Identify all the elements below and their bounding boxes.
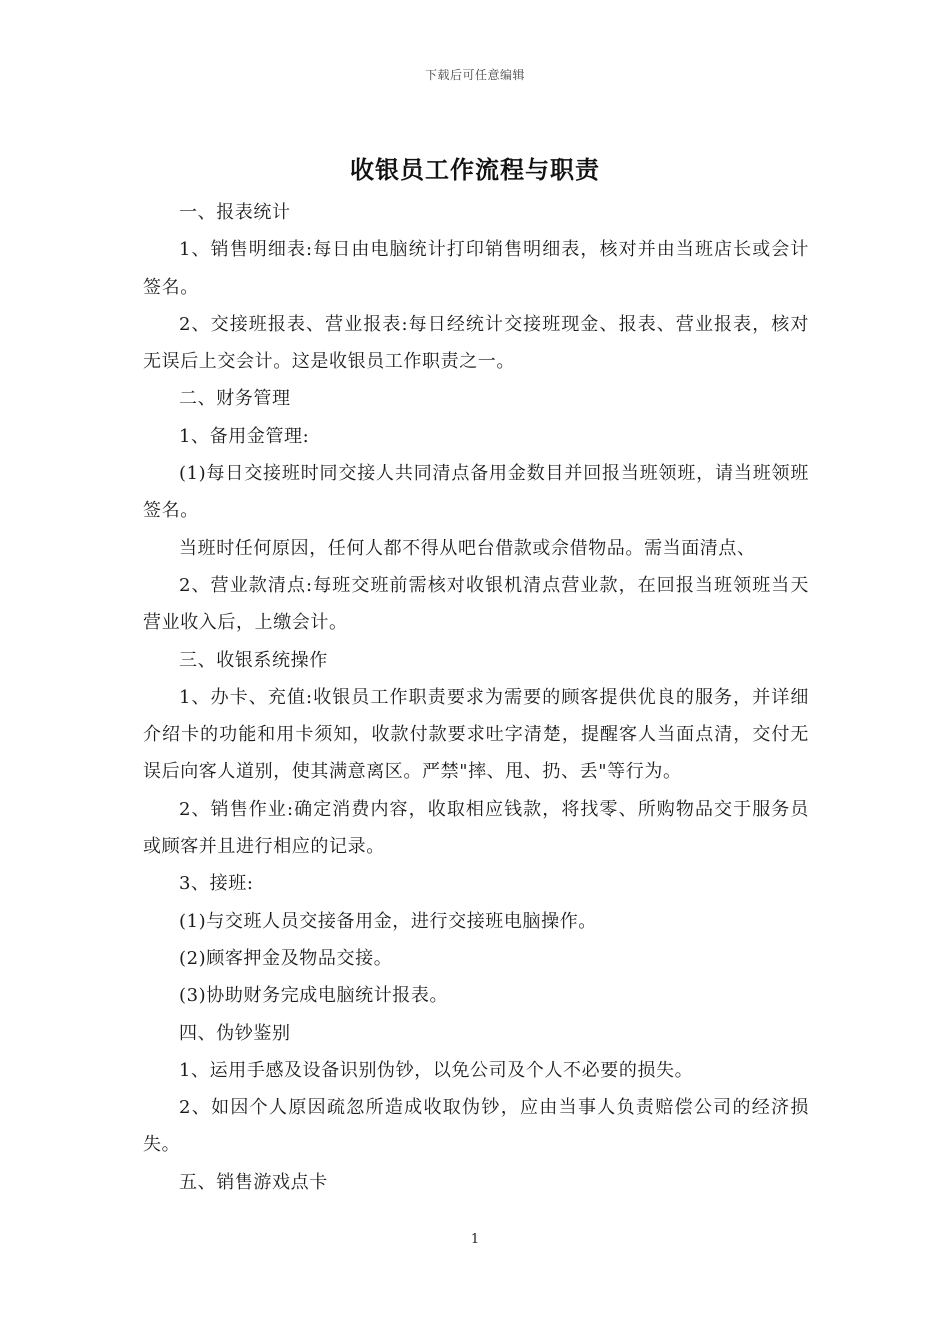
page-number: 1 (470, 1232, 480, 1247)
section-heading: 一、报表统计 (179, 202, 291, 223)
section-heading: 三、收银系统操作 (179, 649, 328, 671)
paragraph: 1、备用金管理: (179, 425, 310, 447)
paragraph: 1、销售明细表:每日由电脑统计打印销售明细表，核对并由当班店长或会计签名。 (143, 239, 809, 298)
paragraph: (1)与交班人员交接备用金，进行交接班电脑操作。 (179, 910, 597, 932)
header-note: 下载后可任意编辑 (424, 68, 525, 82)
paragraph: (2)顾客押金及物品交接。 (179, 947, 393, 969)
paragraph: (1)每日交接班时同交接人共同清点备用金数目并回报当班领班，请当班领班签名。 (143, 463, 809, 522)
section-heading: 四、伪钞鉴别 (179, 1022, 291, 1044)
paragraph: 当班时任何原因，任何人都不得从吧台借款或佘借物品。需当面清点、 (179, 537, 756, 559)
document-body (143, 194, 809, 1201)
paragraph: 1、办卡、充值:收银员工作职责要求为需要的顾客提供优良的服务，并详细介绍卡的功能和用卡须知，收款付款要求吐字清楚，提醒客人当面点清，交付无误后向客人道别，使其满意离区。严禁"摔、甩、扔、丢"等行为。 (143, 686, 809, 783)
paragraph: 2、交接班报表、营业报表:每日经统计交接班现金、报表、营业报表，核对无误后上交会计。这是收银员工作职责之一。 (143, 313, 809, 373)
paragraph: (3)协助财务完成电脑统计报表。 (179, 985, 449, 1007)
paragraph: 2、销售作业:确定消费内容，收取相应钱款，将找零、所购物品交于服务员或顾客并且进行相应的记录。 (143, 798, 809, 858)
section-heading: 五、销售游戏点卡 (179, 1171, 328, 1193)
paragraph: 2、营业款清点:每班交班前需核对收银机清点营业款，在回报当班领班当天营业收入后，上缴会计。 (143, 574, 809, 634)
document-title: 收银员工作流程与职责 (350, 155, 600, 184)
paragraph: 1、运用手感及设备识别伪钞，以免公司及个人不必要的损失。 (179, 1059, 694, 1081)
paragraph: 3、接班: (179, 873, 254, 895)
paragraph: 2、如因个人原因疏忽所造成收取伪钞，应由当事人负责赔偿公司的经济损失。 (143, 1097, 809, 1156)
section-heading: 二、财务管理 (179, 388, 291, 410)
